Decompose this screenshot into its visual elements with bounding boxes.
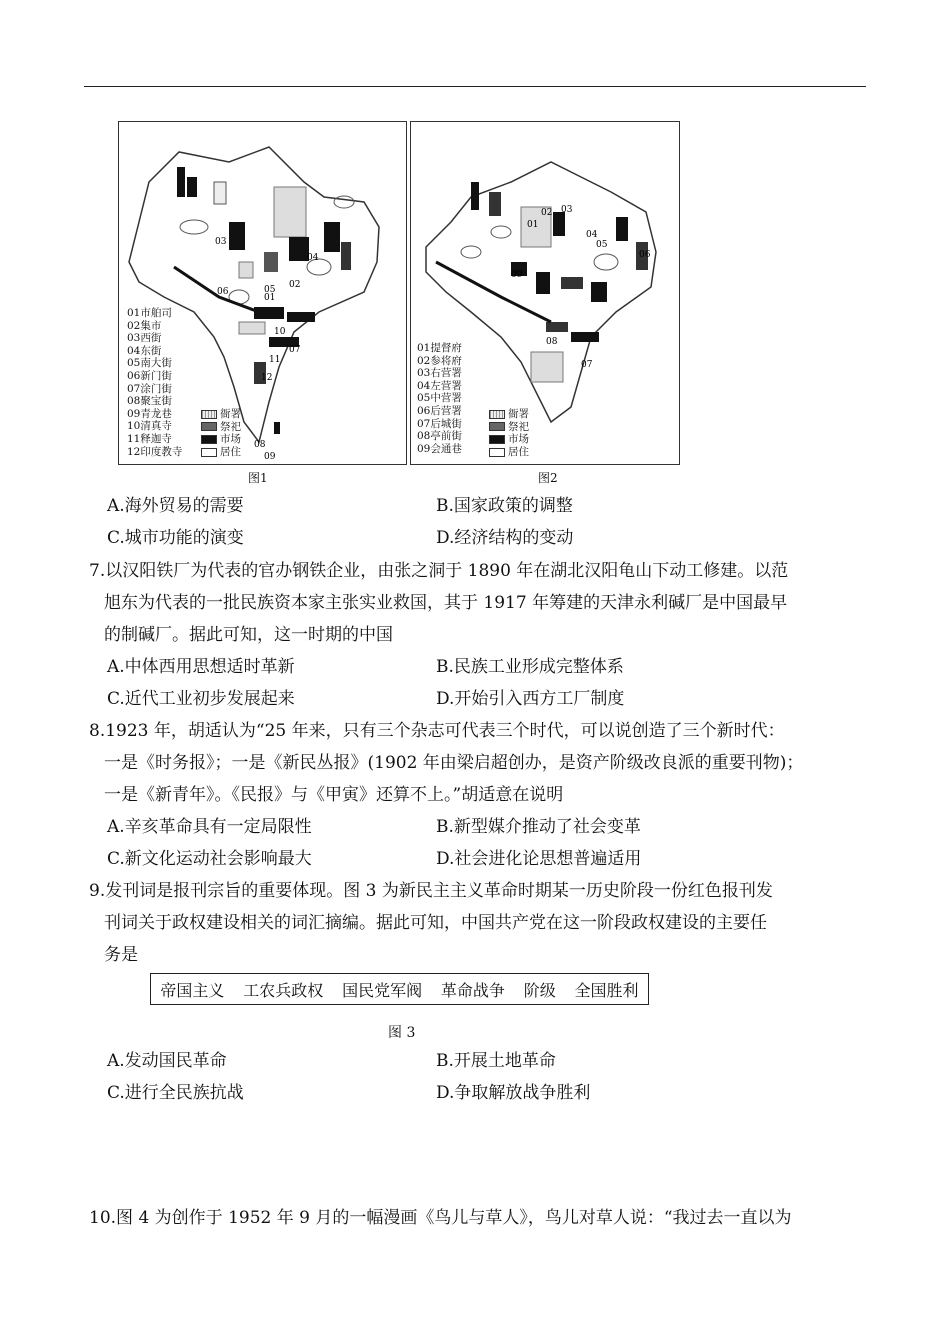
map-1-legend-item: 01市舶司: [127, 307, 172, 319]
q8-option-c[interactable]: C.新文化运动社会影响最大: [107, 849, 312, 869]
figure-3-word-box: [150, 973, 649, 1005]
map-1-legend: [127, 307, 182, 458]
map-1-legend-item: 02集市: [127, 319, 162, 332]
map-1-legend-item: 10清真寺: [127, 420, 172, 433]
map-1-label-03: 03: [215, 237, 227, 247]
map-2-legend-item: 04左营署: [417, 379, 462, 392]
map-2-legend-item: 03右营署: [417, 367, 462, 380]
map-2-caption: 图2: [538, 471, 558, 485]
map-1-label-12: 12: [261, 373, 273, 383]
map-1-key-label: 居住: [220, 445, 241, 458]
q9-stem-line: 刊词关于政权建设相关的词汇摘编。据此可知，中国共产党在这一阶段政权建设的主要任: [104, 913, 767, 933]
q9-option-b[interactable]: B.开展土地革命: [436, 1051, 556, 1071]
map-2-label-08: 08: [546, 337, 558, 347]
q8-stem-line: 8.1923 年，胡适认为“25 年来，只有三个杂志可代表三个时代，可以说创造了三个新时代：: [89, 721, 785, 741]
map-2-key-label: 衙署: [508, 408, 529, 420]
q9-stem-line: 9.发刊词是报刊宗旨的重要体现。图 3 为新民主主义革命时期某一历史阶段一份红色报刊发: [89, 881, 773, 901]
q7-option-b[interactable]: B.民族工业形成完整体系: [436, 657, 624, 677]
map-1-label-11: 11: [269, 355, 281, 365]
figure-3-word: 阶级: [523, 980, 556, 1000]
map-1-legend-item: 03西街: [127, 332, 162, 345]
map-1-label-01: 01: [264, 293, 276, 303]
q8-option-b[interactable]: B.新型媒介推动了社会变革: [436, 817, 641, 837]
q9-stem-line: 务是: [104, 945, 138, 965]
map-1-label-05: 05: [264, 285, 276, 295]
map-2-key-label: 祭祀: [508, 420, 529, 433]
q7-stem-line: 旭东为代表的一批民族资本家主张实业救国，其于 1917 年筹建的天津永利碱厂是中国最早: [104, 593, 788, 613]
figure-3-word: 国民党军阀: [342, 980, 423, 1000]
map-2-label-07: 07: [581, 360, 593, 370]
map-2-legend-item: 02参将府: [417, 354, 462, 367]
city-maps-figure: [118, 121, 678, 491]
market-swatch-icon: [489, 435, 505, 444]
map-2-legend-item: 07后城街: [417, 417, 462, 430]
map-1-label-07: 07: [289, 345, 301, 355]
figure-3-word: 帝国主义: [160, 980, 225, 1000]
q7-stem-line: 7.以汉阳铁厂为代表的官办钢铁企业，由张之洞于 1890 年在湖北汉阳龟山下动工修建。以范: [89, 561, 789, 581]
figure-3-caption: 图 3: [388, 1025, 416, 1041]
map-1-caption: 图1: [248, 471, 268, 485]
q7-option-d[interactable]: D.开始引入西方工厂制度: [436, 689, 625, 709]
figure-3-word: 全国胜利: [574, 980, 639, 1000]
map-2-key-label: 市场: [508, 433, 529, 446]
map-2-label-06: 06: [639, 250, 651, 260]
govt-swatch-icon: [201, 410, 217, 419]
header-rule: [84, 86, 866, 87]
q8-option-d[interactable]: D.社会进化论思想普遍适用: [436, 849, 642, 869]
map-1-legend-item: 12印度教寺: [127, 445, 183, 458]
map-1-label-06: 06: [217, 287, 229, 297]
q7-stem-line: 的制碱厂。据此可知，这一时期的中国: [104, 625, 393, 645]
q8-option-a[interactable]: A.辛亥革命具有一定局限性: [107, 817, 312, 837]
map-2-label-03: 03: [561, 205, 573, 215]
map-1-label-08: 08: [254, 440, 266, 450]
map-1-label-10: 10: [274, 327, 286, 337]
map-1-legend-item: 07涂门街: [127, 382, 172, 395]
map-1-key-label: 衙署: [220, 408, 241, 420]
map-2-legend-item: 06后营署: [417, 404, 462, 417]
map-figure-2: [410, 121, 680, 465]
map-1-legend-item: 06新门街: [127, 369, 172, 382]
map-1-key-label: 祭祀: [220, 420, 241, 433]
map-2-legend-item: 09会通巷: [417, 442, 462, 455]
q6-option-c[interactable]: C.城市功能的演变: [107, 528, 244, 548]
map-2-keys: [489, 408, 529, 458]
residence-swatch-icon: [201, 448, 217, 457]
map-2-legend-item: 01提督府: [417, 342, 462, 354]
sacrifice-swatch-icon: [201, 422, 217, 431]
q8-stem-line: 一是《新青年》。《民报》与《甲寅》还算不上。”胡适意在说明: [104, 785, 564, 805]
q7-option-a[interactable]: A.中体西用思想适时革新: [107, 657, 295, 677]
map-2-legend: [417, 342, 462, 455]
map-2-legend-item: 08亭前街: [417, 430, 462, 443]
map-2-label-04: 04: [586, 230, 598, 240]
map-1-legend-item: 05南大街: [127, 357, 172, 370]
q7-option-c[interactable]: C.近代工业初步发展起来: [107, 689, 295, 709]
map-figure-1: [118, 121, 407, 465]
map-2-label-02: 02: [541, 208, 553, 218]
map-2-label-09: 09: [511, 270, 523, 280]
market-swatch-icon: [201, 435, 217, 444]
map-1-legend-item: 11释迦寺: [127, 432, 172, 445]
q6-option-a[interactable]: A.海外贸易的需要: [107, 496, 244, 516]
figure-3-word: 革命战争: [440, 980, 505, 1000]
map-1-legend-item: 04东街: [127, 344, 162, 357]
map-1-legend-item: 08聚宝街: [127, 395, 172, 408]
q8-stem-line: 一是《时务报》；一是《新民丛报》(1902 年由梁启超创办，是资产阶级改良派的重要刊物)；: [104, 753, 804, 773]
map-1-label-09: 09: [264, 452, 276, 462]
q6-option-b[interactable]: B.国家政策的调整: [436, 496, 573, 516]
q10-stem-line: 10.图 4 为创作于 1952 年 9 月的一幅漫画《鸟儿与草人》，鸟儿对草人说：“我过去一直以为: [89, 1208, 792, 1228]
residence-swatch-icon: [489, 448, 505, 457]
map-1-legend-item: 09青龙巷: [127, 407, 172, 420]
q9-option-d[interactable]: D.争取解放战争胜利: [436, 1083, 591, 1103]
map-2-label-01: 01: [527, 220, 539, 230]
map-2-key-label: 居住: [508, 445, 529, 458]
q6-option-d[interactable]: D.经济结构的变动: [436, 528, 574, 548]
map-2-legend-item: 05中营署: [417, 392, 462, 405]
map-1-key-label: 市场: [220, 433, 241, 446]
q9-option-c[interactable]: C.进行全民族抗战: [107, 1083, 244, 1103]
q9-option-a[interactable]: A.发动国民革命: [107, 1051, 227, 1071]
govt-swatch-icon: [489, 410, 505, 419]
map-2-label-05: 05: [596, 240, 608, 250]
map-1-keys: [201, 408, 241, 458]
figure-3-word: 工农兵政权: [243, 980, 324, 1000]
sacrifice-swatch-icon: [489, 422, 505, 431]
map-1-label-04: 04: [307, 253, 319, 263]
map-1-label-02: 02: [289, 280, 301, 290]
